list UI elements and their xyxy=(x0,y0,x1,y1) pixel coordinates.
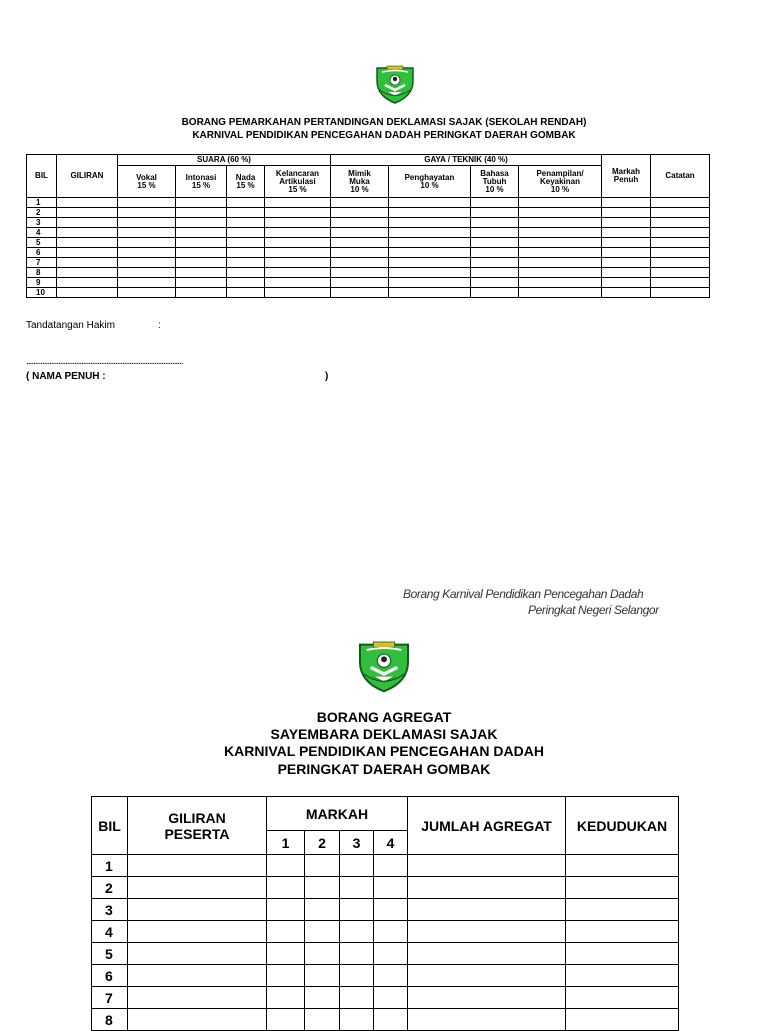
score-cell[interactable] xyxy=(566,987,679,1009)
score-cell[interactable] xyxy=(471,248,519,258)
score-cell[interactable] xyxy=(176,198,227,208)
score-cell[interactable] xyxy=(227,268,265,278)
score-cell[interactable] xyxy=(57,238,118,248)
score-cell[interactable] xyxy=(305,965,340,987)
header-catatan: Catatan xyxy=(651,155,710,198)
row-number: 3 xyxy=(92,899,128,921)
score-cell[interactable] xyxy=(389,288,471,298)
score-cell[interactable] xyxy=(227,288,265,298)
score-cell[interactable] xyxy=(566,1009,679,1031)
score-cell[interactable] xyxy=(176,228,227,238)
score-cell[interactable] xyxy=(602,218,651,228)
row-number: 1 xyxy=(27,198,57,208)
header-mimik: Mimik Muka 10 % xyxy=(331,166,389,198)
score-cell[interactable] xyxy=(265,268,331,278)
score-cell[interactable] xyxy=(389,208,471,218)
score-cell[interactable] xyxy=(651,228,710,238)
header-penghayatan: Penghayatan 10 % xyxy=(389,166,471,198)
score-cell[interactable] xyxy=(305,899,340,921)
score-cell[interactable] xyxy=(118,228,176,238)
table-row xyxy=(27,238,710,248)
score-cell[interactable] xyxy=(265,208,331,218)
score-cell[interactable] xyxy=(176,278,227,288)
header-judge-3: 3 xyxy=(340,831,374,855)
score-cell[interactable] xyxy=(519,238,602,248)
score-cell[interactable] xyxy=(118,218,176,228)
table-row xyxy=(92,987,679,1009)
score-cell[interactable] xyxy=(389,258,471,268)
full-name-label: ( NAMA PENUH : xyxy=(26,371,106,382)
score-cell[interactable] xyxy=(227,238,265,248)
score-cell[interactable] xyxy=(651,258,710,268)
aggregate-table xyxy=(91,796,679,1031)
score-cell[interactable] xyxy=(519,248,602,258)
score-cell[interactable] xyxy=(57,228,118,238)
score-cell[interactable] xyxy=(267,921,305,943)
header-kelancaran: Kelancaran Artikulasi 15 % xyxy=(265,166,331,198)
score-cell[interactable] xyxy=(519,278,602,288)
score-cell[interactable] xyxy=(57,288,118,298)
score-cell[interactable] xyxy=(651,238,710,248)
score-cell[interactable] xyxy=(408,987,566,1009)
score-cell[interactable] xyxy=(331,288,389,298)
score-cell[interactable] xyxy=(305,921,340,943)
score-cell[interactable] xyxy=(519,208,602,218)
row-number: 6 xyxy=(27,248,57,258)
score-cell[interactable] xyxy=(374,855,408,877)
score-cell[interactable] xyxy=(374,943,408,965)
table-row xyxy=(92,877,679,899)
table-row xyxy=(27,198,710,208)
score-cell[interactable] xyxy=(566,855,679,877)
score-cell[interactable] xyxy=(340,1009,374,1031)
score-cell[interactable] xyxy=(176,238,227,248)
header-bil: BIL xyxy=(27,155,57,198)
score-cell[interactable] xyxy=(227,258,265,268)
row-number: 2 xyxy=(92,877,128,899)
table-row xyxy=(92,943,679,965)
header-markah-penuh: Markah Penuh xyxy=(602,155,651,198)
score-cell[interactable] xyxy=(602,248,651,258)
score-cell[interactable] xyxy=(374,987,408,1009)
score-cell[interactable] xyxy=(128,965,267,987)
score-cell[interactable] xyxy=(519,268,602,278)
score-cell[interactable] xyxy=(389,228,471,238)
score-cell[interactable] xyxy=(340,965,374,987)
score-cell[interactable] xyxy=(331,258,389,268)
score-cell[interactable] xyxy=(651,268,710,278)
score-cell[interactable] xyxy=(176,218,227,228)
score-cell[interactable] xyxy=(265,198,331,208)
score-cell[interactable] xyxy=(118,278,176,288)
header-giliran-peserta: GILIRAN PESERTA xyxy=(128,797,267,855)
form2-title-line3: KARNIVAL PENDIDIKAN PENCEGAHAN DADAH xyxy=(224,743,544,759)
score-cell[interactable] xyxy=(374,899,408,921)
score-cell[interactable] xyxy=(176,208,227,218)
score-cell[interactable] xyxy=(408,899,566,921)
score-cell[interactable] xyxy=(340,921,374,943)
header-penampilan: Penampilan/ Keyakinan 10 % xyxy=(519,166,602,198)
score-cell[interactable] xyxy=(265,258,331,268)
score-cell[interactable] xyxy=(267,855,305,877)
score-cell[interactable] xyxy=(471,228,519,238)
score-cell[interactable] xyxy=(566,921,679,943)
score-cell[interactable] xyxy=(408,921,566,943)
table-row xyxy=(27,248,710,258)
score-cell[interactable] xyxy=(651,218,710,228)
score-cell[interactable] xyxy=(265,288,331,298)
score-cell[interactable] xyxy=(340,987,374,1009)
score-cell[interactable] xyxy=(471,268,519,278)
score-cell[interactable] xyxy=(340,855,374,877)
header-nada: Nada 15 % xyxy=(227,166,265,198)
score-cell[interactable] xyxy=(176,268,227,278)
score-cell[interactable] xyxy=(374,1009,408,1031)
row-number: 9 xyxy=(27,278,57,288)
table-row xyxy=(92,921,679,943)
score-cell[interactable] xyxy=(408,1009,566,1031)
row-number: 7 xyxy=(92,987,128,1009)
score-cell[interactable] xyxy=(408,855,566,877)
header-jumlah-agregat: JUMLAH AGREGAT xyxy=(408,797,566,855)
score-cell[interactable] xyxy=(331,218,389,228)
score-cell[interactable] xyxy=(602,288,651,298)
score-cell[interactable] xyxy=(389,218,471,228)
header-gaya: GAYA / TEKNIK (40 %) xyxy=(331,155,602,166)
score-cell[interactable] xyxy=(602,198,651,208)
score-cell[interactable] xyxy=(305,943,340,965)
form-note-line1: Borang Karnival Pendidikan Pencegahan Dadah xyxy=(403,587,644,601)
header-markah: MARKAH xyxy=(267,797,408,831)
score-cell[interactable] xyxy=(331,208,389,218)
school-crest-logo xyxy=(356,638,412,694)
form2-title-line4: PERINGKAT DAERAH GOMBAK xyxy=(277,761,491,777)
table-row xyxy=(27,208,710,218)
score-cell[interactable] xyxy=(118,248,176,258)
score-cell[interactable] xyxy=(57,268,118,278)
row-number: 3 xyxy=(27,218,57,228)
score-cell[interactable] xyxy=(340,943,374,965)
score-cell[interactable] xyxy=(651,288,710,298)
score-cell[interactable] xyxy=(267,877,305,899)
score-cell[interactable] xyxy=(340,899,374,921)
score-cell[interactable] xyxy=(471,218,519,228)
score-cell[interactable] xyxy=(471,278,519,288)
score-cell[interactable] xyxy=(57,278,118,288)
score-cell[interactable] xyxy=(602,278,651,288)
score-cell[interactable] xyxy=(118,238,176,248)
score-cell[interactable] xyxy=(128,1009,267,1031)
score-cell[interactable] xyxy=(227,228,265,238)
school-crest-logo xyxy=(374,63,416,105)
score-cell[interactable] xyxy=(57,248,118,258)
score-cell[interactable] xyxy=(519,258,602,268)
score-cell[interactable] xyxy=(471,258,519,268)
row-number: 7 xyxy=(27,258,57,268)
score-cell[interactable] xyxy=(265,218,331,228)
score-cell[interactable] xyxy=(128,987,267,1009)
score-cell[interactable] xyxy=(374,877,408,899)
score-cell[interactable] xyxy=(227,278,265,288)
score-cell[interactable] xyxy=(128,855,267,877)
score-cell[interactable] xyxy=(389,198,471,208)
score-cell[interactable] xyxy=(118,208,176,218)
table-row xyxy=(92,1009,679,1031)
score-cell[interactable] xyxy=(331,248,389,258)
score-cell[interactable] xyxy=(651,278,710,288)
table-row xyxy=(92,965,679,987)
score-cell[interactable] xyxy=(265,248,331,258)
score-cell[interactable] xyxy=(471,238,519,248)
table-row xyxy=(27,258,710,268)
score-cell[interactable] xyxy=(340,877,374,899)
header-judge-1: 1 xyxy=(267,831,305,855)
score-cell[interactable] xyxy=(331,228,389,238)
table-row xyxy=(92,855,679,877)
score-cell[interactable] xyxy=(118,288,176,298)
judge-signature-label: Tandatangan Hakim xyxy=(26,320,115,331)
header-bil: BIL xyxy=(92,797,128,855)
score-cell[interactable] xyxy=(331,278,389,288)
form1-title-line1: BORANG PEMARKAHAN PERTANDINGAN DEKLAMASI SAJAK (SEKOLAH RENDAH) xyxy=(181,117,587,128)
table-row xyxy=(27,228,710,238)
score-cell[interactable] xyxy=(519,228,602,238)
header-judge-2: 2 xyxy=(305,831,340,855)
score-cell[interactable] xyxy=(57,198,118,208)
score-cell[interactable] xyxy=(566,877,679,899)
header-vokal: Vokal 15 % xyxy=(118,166,176,198)
score-cell[interactable] xyxy=(331,238,389,248)
score-cell[interactable] xyxy=(227,198,265,208)
score-cell[interactable] xyxy=(602,208,651,218)
score-cell[interactable] xyxy=(267,987,305,1009)
table-row xyxy=(27,278,710,288)
header-bahasa: Bahasa Tubuh 10 % xyxy=(471,166,519,198)
score-cell[interactable] xyxy=(128,921,267,943)
score-cell[interactable] xyxy=(651,248,710,258)
score-cell[interactable] xyxy=(267,965,305,987)
table-row xyxy=(27,268,710,278)
row-number: 5 xyxy=(92,943,128,965)
score-cell[interactable] xyxy=(176,288,227,298)
score-cell[interactable] xyxy=(602,258,651,268)
form2-title-line2: SAYEMBARA DEKLAMASI SAJAK xyxy=(270,726,498,742)
scoring-table xyxy=(26,154,710,298)
score-cell[interactable] xyxy=(128,899,267,921)
score-cell[interactable] xyxy=(57,258,118,268)
score-cell[interactable] xyxy=(267,899,305,921)
row-number: 10 xyxy=(27,288,57,298)
score-cell[interactable] xyxy=(267,1009,305,1031)
score-cell[interactable] xyxy=(331,268,389,278)
score-cell[interactable] xyxy=(471,288,519,298)
score-cell[interactable] xyxy=(57,208,118,218)
score-cell[interactable] xyxy=(602,228,651,238)
score-cell[interactable] xyxy=(389,238,471,248)
score-cell[interactable] xyxy=(408,943,566,965)
score-cell[interactable] xyxy=(519,218,602,228)
score-cell[interactable] xyxy=(374,921,408,943)
score-cell[interactable] xyxy=(128,877,267,899)
score-cell[interactable] xyxy=(57,218,118,228)
score-cell[interactable] xyxy=(265,238,331,248)
score-cell[interactable] xyxy=(265,278,331,288)
score-cell[interactable] xyxy=(389,278,471,288)
score-cell[interactable] xyxy=(305,987,340,1009)
header-intonasi: Intonasi 15 % xyxy=(176,166,227,198)
score-cell[interactable] xyxy=(471,208,519,218)
row-number: 2 xyxy=(27,208,57,218)
row-number: 4 xyxy=(27,228,57,238)
form2-title-line1: BORANG AGREGAT xyxy=(316,709,452,725)
score-cell[interactable] xyxy=(305,855,340,877)
score-cell[interactable] xyxy=(602,238,651,248)
judge-signature-colon: : xyxy=(158,320,161,331)
full-name-close: ) xyxy=(325,371,329,382)
row-number: 5 xyxy=(27,238,57,248)
table-row xyxy=(27,288,710,298)
score-cell[interactable] xyxy=(265,228,331,238)
score-cell[interactable] xyxy=(651,198,710,208)
score-cell[interactable] xyxy=(408,877,566,899)
score-cell[interactable] xyxy=(227,218,265,228)
score-cell[interactable] xyxy=(389,248,471,258)
header-judge-4: 4 xyxy=(374,831,408,855)
table-row xyxy=(27,218,710,228)
score-cell[interactable] xyxy=(651,208,710,218)
row-number: 8 xyxy=(92,1009,128,1031)
score-cell[interactable] xyxy=(176,258,227,268)
score-cell[interactable] xyxy=(331,198,389,208)
score-cell[interactable] xyxy=(128,943,267,965)
score-cell[interactable] xyxy=(602,268,651,278)
score-cell[interactable] xyxy=(389,268,471,278)
score-cell[interactable] xyxy=(519,198,602,208)
score-cell[interactable] xyxy=(566,899,679,921)
score-cell[interactable] xyxy=(118,258,176,268)
table-row xyxy=(92,899,679,921)
score-cell[interactable] xyxy=(176,248,227,258)
signature-line: ........................................................................................ xyxy=(26,356,183,367)
form-note-line2: Peringkat Negeri Selangor xyxy=(528,603,659,617)
score-cell[interactable] xyxy=(118,268,176,278)
row-number: 6 xyxy=(92,965,128,987)
header-kedudukan: KEDUDUKAN xyxy=(566,797,679,855)
score-cell[interactable] xyxy=(566,965,679,987)
score-cell[interactable] xyxy=(519,288,602,298)
score-cell[interactable] xyxy=(118,198,176,208)
score-cell[interactable] xyxy=(471,198,519,208)
score-cell[interactable] xyxy=(374,965,408,987)
form1-title-line2: KARNIVAL PENDIDIKAN PENCEGAHAN DADAH PERINGKAT DAERAH GOMBAK xyxy=(192,130,576,141)
row-number: 4 xyxy=(92,921,128,943)
row-number: 8 xyxy=(27,268,57,278)
header-giliran: GILIRAN xyxy=(57,155,118,198)
header-suara: SUARA (60 %) xyxy=(118,155,331,166)
score-cell[interactable] xyxy=(227,208,265,218)
row-number: 1 xyxy=(92,855,128,877)
score-cell[interactable] xyxy=(305,877,340,899)
score-cell[interactable] xyxy=(408,965,566,987)
score-cell[interactable] xyxy=(305,1009,340,1031)
score-cell[interactable] xyxy=(566,943,679,965)
score-cell[interactable] xyxy=(227,248,265,258)
score-cell[interactable] xyxy=(267,943,305,965)
